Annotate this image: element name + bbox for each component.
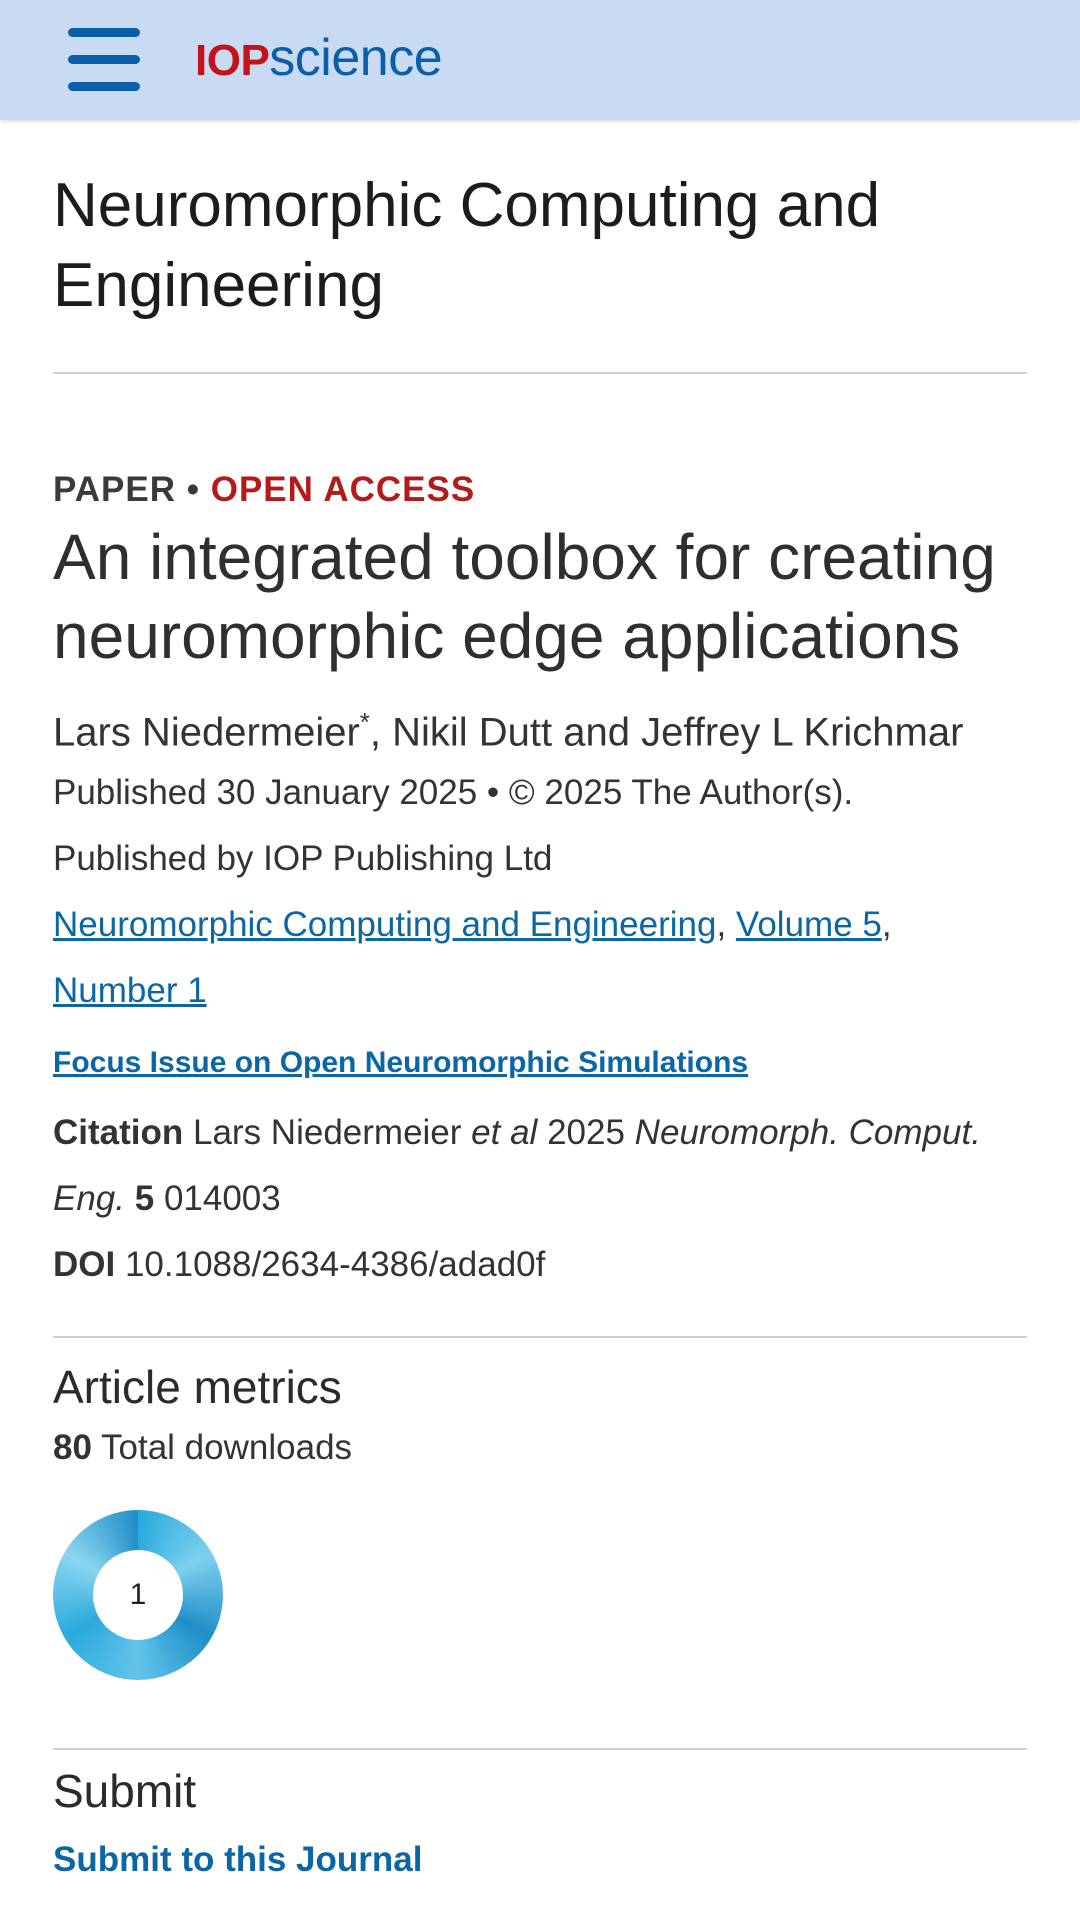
divider [53, 1336, 1027, 1338]
total-downloads: 80 Total downloads [53, 1428, 353, 1468]
author-link[interactable]: Lars Niedermeier [53, 710, 360, 755]
published-date: Published 30 January 2025 • © 2025 The Author(s). [53, 773, 854, 813]
altmetric-badge[interactable] [53, 1510, 223, 1680]
article-metrics-heading: Article metrics [53, 1361, 342, 1414]
publication-info [53, 760, 1027, 1298]
publisher: Published by IOP Publishing Ltd [53, 839, 553, 879]
issue-links: Neuromorphic Computing and Engineering, Volume 5, Number 1 [53, 905, 892, 1011]
focus-issue-link[interactable]: Focus Issue on Open Neuromorphic Simulations [53, 1046, 749, 1080]
top-bar [0, 0, 1080, 120]
journal-link[interactable]: Neuromorphic Computing and Engineering [53, 905, 717, 945]
volume-link[interactable]: Volume 5 [735, 905, 882, 945]
main-content [0, 166, 1080, 1880]
altmetric-score: 1 [93, 1550, 183, 1640]
submit-to-journal-link[interactable]: Submit to this Journal [53, 1840, 423, 1880]
menu-icon[interactable] [68, 28, 140, 92]
divider [53, 372, 1027, 374]
citation: Citation Lars Niedermeier et al 2025 Neuromorph. Comput. Eng. 5 014003 [53, 1113, 981, 1219]
open-access-badge: OPEN ACCESS [210, 470, 476, 509]
doi-value[interactable]: 10.1088/2634-4386/adad0f [124, 1245, 546, 1285]
corresponding-author-mark: * [359, 707, 370, 737]
article-type-line [53, 470, 1027, 510]
journal-title[interactable]: Neuromorphic Computing and Engineering [53, 171, 881, 320]
authors [53, 694, 1027, 760]
number-link[interactable]: Number 1 [53, 971, 207, 1011]
other-authors[interactable]: , Nikil Dutt and Jeffrey L Krichmar [369, 710, 964, 755]
article-type: PAPER [53, 470, 176, 509]
separator: • [186, 470, 200, 509]
iopscience-logo[interactable]: IOPscience [195, 29, 443, 87]
article-title: An integrated toolbox for creating neuromorphic edge applications [53, 521, 996, 672]
submit-heading: Submit [53, 1765, 197, 1818]
doi: DOI 10.1088/2634-4386/adad0f [53, 1245, 546, 1285]
divider [53, 1748, 1027, 1750]
